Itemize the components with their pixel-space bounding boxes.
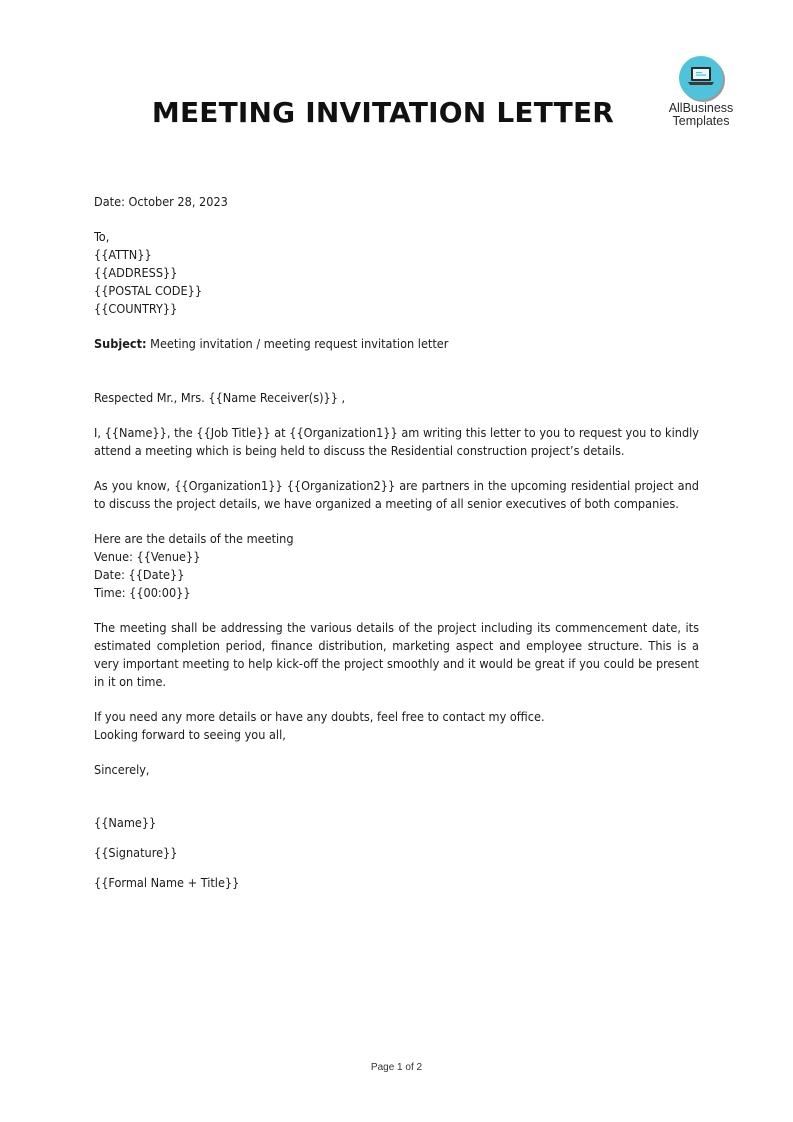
page-number: Page 1 of 2 [370, 1062, 423, 1073]
laptop-icon [679, 56, 723, 100]
looking-forward-line: Looking forward to seeing you all, [94, 727, 286, 742]
logo-text [664, 102, 738, 128]
sender-formal-name: {{Formal Name + Title}} [94, 875, 240, 890]
sender-signature: {{Signature}} [94, 845, 178, 860]
date-line: Date: October 28, 2023 [94, 194, 228, 209]
paragraph-intro: I, {{Name}}, the {{Job Title}} at {{Organization1}} am writing this letter to you to request you to kindly attend a meeting which is being held to discuss the Residential construction project’s details. [94, 425, 699, 458]
brand-logo [664, 56, 738, 128]
meeting-venue: Venue: {{Venue}} [94, 549, 201, 564]
logo-line-2: Templates [672, 114, 730, 128]
salutation: Respected Mr., Mrs. {{Name Receiver(s)}} , [94, 390, 346, 405]
page-title: MEETING INVITATION LETTER [151, 96, 615, 129]
details-intro: Here are the details of the meeting [94, 531, 294, 546]
sender-name: {{Name}} [94, 815, 157, 830]
paragraph-agenda: The meeting shall be addressing the various details of the project including its commencement date, its estimated completion period, finance distribution, marketing aspect and employee structure. This is a very important meeting to help kick-off the project smoothly and it would be great if you could be present in it on time. [94, 620, 699, 689]
address-country: {{COUNTRY}} [94, 301, 178, 316]
closing: Sincerely, [94, 762, 150, 777]
subject-label: Subject: [94, 336, 147, 351]
contact-line: If you need any more details or have any doubts, feel free to contact my office. [94, 709, 545, 724]
subject-line [94, 335, 699, 353]
address-postal-code: {{POSTAL CODE}} [94, 283, 203, 298]
logo-line-1: AllBusiness [668, 101, 734, 115]
meeting-time: Time: {{00:00}} [94, 585, 191, 600]
address-street: {{ADDRESS}} [94, 265, 178, 280]
subject-text: Meeting invitation / meeting request invitation letter [146, 336, 449, 351]
meeting-date: Date: {{Date}} [94, 567, 185, 582]
paragraph-partners: As you know, {{Organization1}} {{Organization2}} are partners in the upcoming residential project and to discuss the project details, we have organized a meeting of all senior executives of both companies. [94, 478, 699, 511]
letter-body [94, 193, 699, 892]
to-line: To, [94, 229, 110, 244]
address-attn: {{ATTN}} [94, 247, 152, 262]
